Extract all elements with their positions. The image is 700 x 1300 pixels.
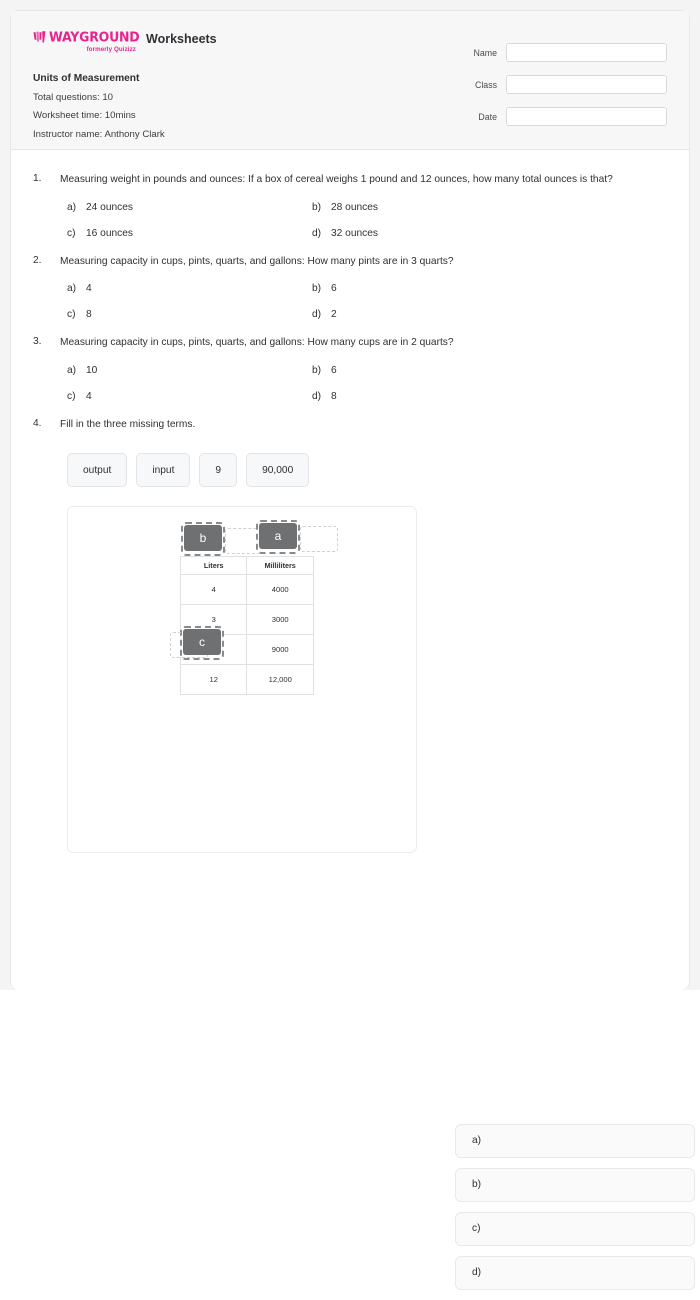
date-field-row bbox=[431, 107, 667, 126]
question-1-options bbox=[67, 202, 557, 239]
question-3 bbox=[33, 335, 667, 402]
answer-key: c) bbox=[472, 1223, 481, 1235]
question-1-option-d[interactable] bbox=[312, 228, 557, 239]
question-2-option-a[interactable] bbox=[67, 283, 312, 294]
option-key: a) bbox=[67, 364, 77, 376]
question-3-option-c[interactable] bbox=[67, 391, 312, 402]
cell-liters: 3 bbox=[181, 605, 247, 635]
option-key: d) bbox=[312, 309, 322, 321]
question-4-head bbox=[33, 417, 667, 434]
instructor-name: Instructor name: Anthony Clark bbox=[33, 129, 165, 141]
question-2-head bbox=[33, 254, 667, 271]
question-2-option-d[interactable] bbox=[312, 309, 557, 320]
option-key: a) bbox=[67, 201, 77, 213]
option-text: 4 bbox=[86, 390, 92, 402]
name-field-row bbox=[431, 43, 667, 62]
option-text: 6 bbox=[331, 364, 337, 376]
option-text: 8 bbox=[86, 309, 92, 321]
option-text: 28 ounces bbox=[331, 201, 379, 213]
question-4-figure bbox=[67, 506, 417, 853]
wayground-mark-icon bbox=[33, 31, 46, 43]
name-input[interactable] bbox=[506, 43, 667, 62]
question-4 bbox=[33, 417, 667, 1279]
wayground-logo bbox=[33, 28, 140, 53]
option-row bbox=[67, 365, 557, 376]
dropzone-c[interactable] bbox=[180, 626, 224, 660]
date-input[interactable] bbox=[506, 107, 667, 126]
table-row bbox=[181, 665, 314, 695]
option-row bbox=[67, 309, 557, 320]
brand-line bbox=[33, 28, 217, 53]
token-9[interactable]: 9 bbox=[199, 453, 237, 487]
worksheet-title: Units of Measurement bbox=[33, 72, 140, 84]
option-key: c) bbox=[67, 227, 76, 239]
worksheet-sheet bbox=[10, 10, 690, 1279]
option-text: 32 ounces bbox=[331, 227, 379, 239]
option-row bbox=[67, 283, 557, 294]
question-2-option-c[interactable] bbox=[67, 309, 312, 320]
class-field-row bbox=[431, 75, 667, 94]
cell-milliliters: 12,000 bbox=[247, 665, 314, 695]
question-1-option-c[interactable] bbox=[67, 228, 312, 239]
question-3-options bbox=[67, 365, 557, 402]
worksheet-time: Worksheet time: 10mins bbox=[33, 110, 136, 122]
total-questions: Total questions: 10 bbox=[33, 91, 114, 103]
question-2 bbox=[33, 254, 667, 321]
cell-milliliters: 4000 bbox=[247, 575, 314, 605]
option-text: 4 bbox=[86, 283, 92, 295]
question-4-answer-boxes bbox=[455, 1124, 695, 1300]
option-key: d) bbox=[312, 390, 322, 402]
answer-box-b[interactable] bbox=[455, 1168, 695, 1202]
product-label: Worksheets bbox=[146, 32, 217, 46]
worksheet-header bbox=[11, 11, 689, 150]
option-text: 2 bbox=[331, 309, 337, 321]
option-key: c) bbox=[67, 390, 76, 402]
question-4-text: Fill in the three missing terms. bbox=[60, 418, 196, 430]
question-2-options bbox=[67, 283, 557, 320]
question-2-text: Measuring capacity in cups, pints, quarts, and gallons: How many pints are in 3 quarts? bbox=[60, 255, 454, 267]
cell-liters: 12 bbox=[181, 665, 247, 695]
option-row bbox=[67, 391, 557, 402]
option-row bbox=[67, 228, 557, 239]
table-header-row bbox=[181, 557, 314, 575]
option-text: 8 bbox=[331, 390, 337, 402]
logo-tagline: formerly Quizizz bbox=[86, 45, 136, 53]
question-1-option-a[interactable] bbox=[67, 202, 312, 213]
token-90000[interactable]: 90,000 bbox=[246, 453, 309, 487]
question-1-option-b[interactable] bbox=[312, 202, 557, 213]
question-3-option-b[interactable] bbox=[312, 365, 557, 376]
option-row bbox=[67, 202, 557, 213]
token-input[interactable]: input bbox=[136, 453, 190, 487]
questions-area bbox=[11, 150, 689, 1279]
date-field-label: Date bbox=[478, 111, 497, 122]
question-3-option-a[interactable] bbox=[67, 365, 312, 376]
class-field-label: Class bbox=[475, 79, 497, 90]
question-2-number: 2. bbox=[33, 254, 42, 266]
option-text: 24 ounces bbox=[86, 201, 134, 213]
option-key: b) bbox=[312, 201, 322, 213]
name-field-label: Name bbox=[473, 47, 497, 58]
answer-box-a[interactable] bbox=[455, 1124, 695, 1158]
cell-liters: 4 bbox=[181, 575, 247, 605]
question-4-number: 4. bbox=[33, 417, 42, 429]
dropzone-c-label: c bbox=[183, 629, 221, 655]
class-input[interactable] bbox=[506, 75, 667, 94]
table-row bbox=[181, 575, 314, 605]
option-text: 10 bbox=[86, 364, 98, 376]
dropzone-a[interactable] bbox=[256, 520, 300, 554]
token-output[interactable]: output bbox=[67, 453, 127, 487]
question-1-number: 1. bbox=[33, 173, 42, 184]
answer-key: d) bbox=[472, 1267, 482, 1279]
student-fields bbox=[431, 29, 667, 135]
question-3-text: Measuring capacity in cups, pints, quarts, and gallons: How many cups are in 2 quarts? bbox=[60, 337, 454, 349]
question-2-option-b[interactable] bbox=[312, 283, 557, 294]
answer-box-d[interactable] bbox=[455, 1256, 695, 1290]
worksheet-meta bbox=[33, 73, 217, 142]
logo-row bbox=[33, 28, 140, 45]
option-key: a) bbox=[67, 283, 77, 295]
option-key: b) bbox=[312, 364, 322, 376]
option-key: c) bbox=[67, 309, 76, 321]
cell-milliliters: 3000 bbox=[247, 605, 314, 635]
answer-box-c[interactable] bbox=[455, 1212, 695, 1246]
question-1-text: Measuring weight in pounds and ounces: If a box of cereal weighs 1 pound and 12 ounces, how many total ounces is that? bbox=[60, 174, 613, 185]
question-1-head bbox=[33, 172, 667, 189]
question-3-option-d[interactable] bbox=[312, 391, 557, 402]
figure-inner bbox=[68, 507, 416, 852]
question-4-token-bank bbox=[67, 453, 667, 487]
question-3-head bbox=[33, 335, 667, 352]
answer-key: a) bbox=[472, 1135, 482, 1147]
logo-wordmark: WAYGROUND bbox=[49, 28, 140, 45]
header-left bbox=[33, 28, 217, 141]
column-header-milliliters: Milliliters bbox=[247, 557, 314, 575]
dropzone-a-label: a bbox=[259, 523, 297, 549]
option-text: 6 bbox=[331, 283, 337, 295]
dropzone-b-label: b bbox=[184, 525, 222, 551]
question-1 bbox=[33, 172, 667, 239]
cell-milliliters: 9000 bbox=[247, 635, 314, 665]
dropzone-b[interactable] bbox=[181, 522, 225, 556]
option-key: d) bbox=[312, 227, 322, 239]
column-header-liters: Liters bbox=[181, 557, 247, 575]
dropzone-a-ghost bbox=[300, 526, 338, 552]
option-key: b) bbox=[312, 283, 322, 295]
option-text: 16 ounces bbox=[86, 227, 134, 239]
question-3-number: 3. bbox=[33, 336, 42, 348]
answer-key: b) bbox=[472, 1179, 482, 1191]
